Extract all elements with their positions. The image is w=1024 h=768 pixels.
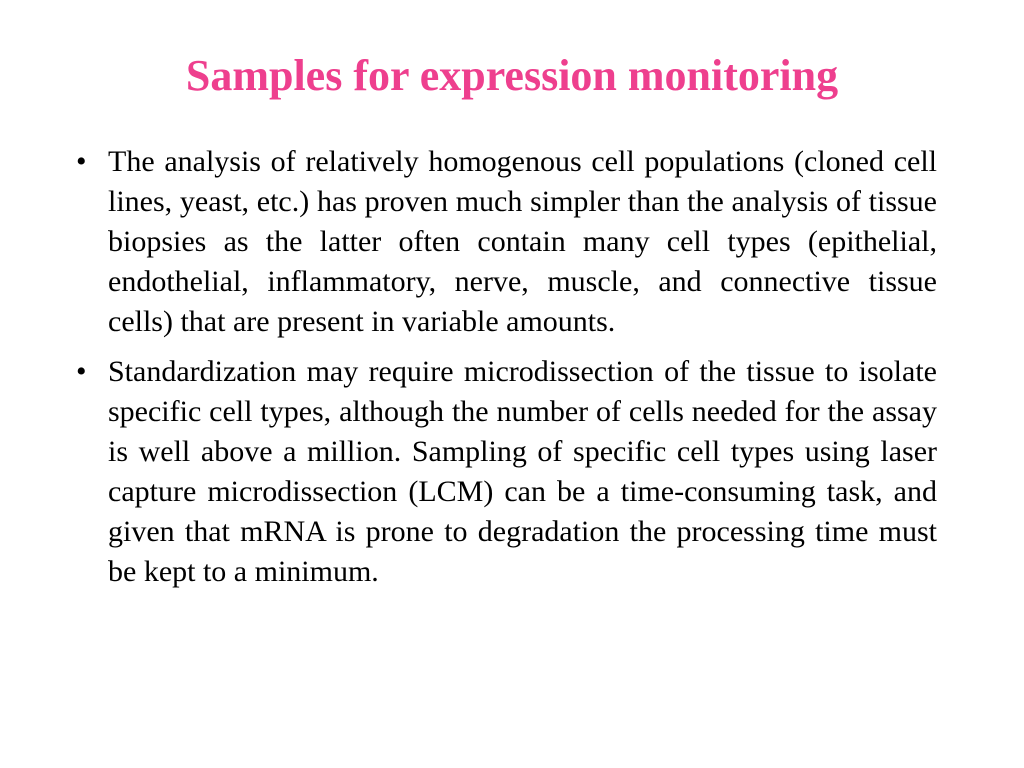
- bullet-item-analysis: [76, 142, 937, 342]
- bullet-text: Standardization may require microdissection of the tissue to isolate specific cell types, although the number of cells needed for the assay is well above a million. Sampling of specific cell types using laser capture microdissection (LCM) can be a time-consuming task, and given that mRNA is prone to degradation the processing time must be kept to a minimum.: [108, 355, 937, 588]
- bullet-icon: •: [76, 355, 87, 388]
- slide-title: Samples for expression monitoring: [185, 51, 839, 100]
- bullet-list: [76, 142, 937, 602]
- bullet-icon: •: [76, 145, 87, 178]
- bullet-item-standardization: [76, 352, 937, 592]
- bullet-text: The analysis of relatively homogenous cell populations (cloned cell lines, yeast, etc.) has proven much simpler than the analysis of tissue biopsies as the latter often contain many cell types (epithelial, endothelial, inflammatory, nerve, muscle, and connective tissue cells) that are present in variable amounts.: [108, 145, 937, 338]
